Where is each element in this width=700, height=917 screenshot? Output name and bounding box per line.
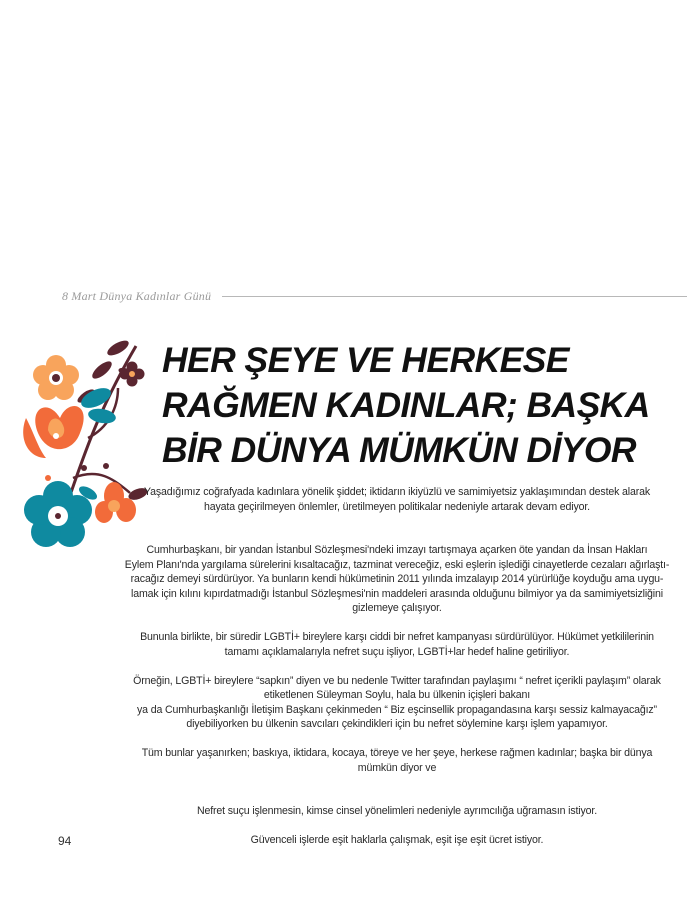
text-line: Bununla birlikte, bir süredir LGBTİ+ bireylere karşı ciddi bir nefret kampanyası sürdürülüyor. Hükümet yetkililerinin: [140, 631, 654, 643]
text-line: hayata geçirilmeyen önlemler, üretilmeyen politikalar nedeniyle artarak devam ediyor.: [204, 500, 590, 513]
text-line: mümkün diyor ve: [357, 761, 437, 774]
text-line: Tüm bunlar yaşanırken; baskıya, iktidara, kocaya, töreye ve her şeye, herkese rağmen kadınlar; başka bir dünya: [141, 747, 653, 759]
text-line: Eylem Planı'nda yargılama sürelerini kısaltacağız, tazminat vereceğiz, eski eşlerin işlediği cinayetlerde cezaları ağırlaştı-: [124, 558, 670, 571]
text-line: etiketlenen Süleyman Soylu, hala bu ülkenin içişleri bakanı: [263, 689, 531, 701]
paragraph-hate-crime: [108, 804, 686, 819]
paragraph-istanbul-convention: [108, 543, 686, 616]
headline-line: RAĞMEN KADINLAR; BAŞKA: [162, 385, 650, 425]
headline-line: HER ŞEYE VE HERKESE: [162, 340, 569, 380]
section-label: 8 Mart Dünya Kadınlar Günü: [62, 289, 212, 303]
text-line: Örneğin, LGBTİ+ bireylere “sapkın” diyen ve bu nedenle Twitter tarafından paylaşımı “ nefret içerikli paylaşım” olarak: [133, 674, 661, 687]
text-line: Cumhurbaşkanı, bir yandan İstanbul Sözleşmesi'ndeki imzayı tartışmaya açarken öte yandan da İnsan Hakları: [146, 544, 648, 556]
text-line: gizlemeye çalışıyor.: [352, 602, 442, 614]
text-line: Yaşadığımız coğrafyada kadınlara yönelik şiddet; iktidarın ikiyüzlü ve samimiyetsiz yaklaşımından destek alarak: [143, 486, 651, 498]
article-body: [108, 485, 686, 862]
text-line: ya da Cumhurbaşkanlığı İletişim Başkanı çekinmeden “ Biz eşcinsellik propagandasına karşı sessiz kalmayacağız”: [137, 703, 657, 716]
text-line: diyebiliyorken bu ülkenin savcıları çekindikleri için bu nefret söylemine karşı işlem yapamıyor.: [186, 718, 608, 730]
headline-line: BİR DÜNYA MÜMKÜN DİYOR: [162, 430, 636, 470]
header-rule: [222, 296, 687, 297]
text-line: tamamı açıklamalarıyla nefret suçu işliyor, LGBTİ+lar hedef haline getiriliyor.: [224, 645, 570, 658]
paragraph-intro: [108, 485, 686, 514]
text-line: racağız demeyi sürdürüyor. Ya bunların kendi hükümetinin 2011 yılında imzalayıp 2014 yürürlüğe koyduğu ama uygu-: [130, 573, 664, 585]
paragraph-lgbti-campaign: [108, 630, 686, 659]
text-line: Nefret suçu işlenmesin, kimse cinsel yönelimleri nedeniyle ayrımcılığa uğramasın istiyor.: [197, 805, 597, 817]
text-line: Güvenceli işlerde eşit haklarla çalışmak, eşit işe eşit ücret istiyor.: [250, 834, 544, 846]
text-line: lamak için kılını kıpırdatmadığı İstanbul Sözleşmesi'nin maddeleri arasında olduğunu bilmiyor ya da samimiyetsizliğini: [131, 587, 663, 600]
paragraph-despite-all: [108, 746, 686, 775]
headline: [162, 338, 692, 473]
page-number: 94: [58, 834, 72, 848]
paragraph-equal-pay: [108, 833, 686, 848]
paragraph-example: [108, 674, 686, 732]
